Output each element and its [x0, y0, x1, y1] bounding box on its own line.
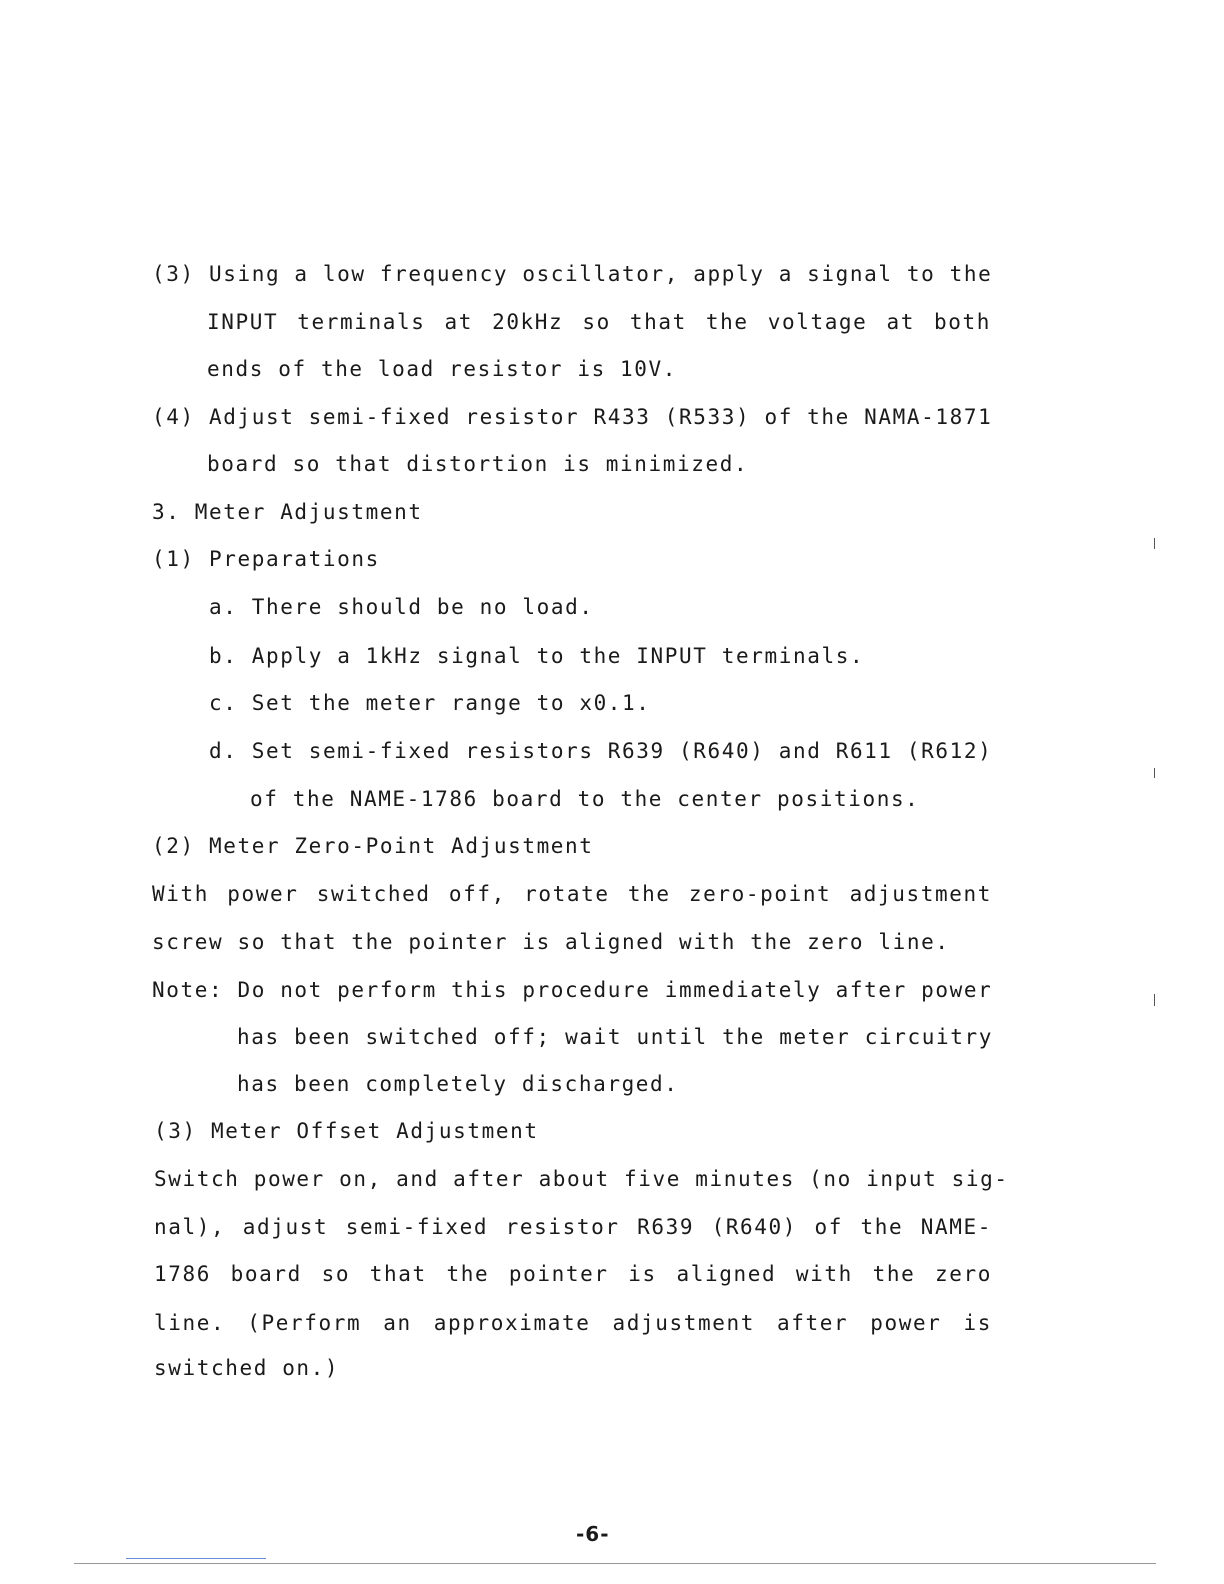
page-number: -6- — [576, 1522, 610, 1546]
subsection-heading: (1) Preparations — [152, 547, 380, 571]
margin-mark — [1154, 994, 1155, 1006]
text-line: INPUT terminals at 20kHz so that the voltage at both — [207, 310, 991, 334]
note-continuation: has been completely discharged. — [237, 1072, 679, 1096]
text-line: Switch power on, and after about five minutes (no input sig- — [154, 1167, 1009, 1191]
list-item-continuation: of the NAME-1786 board to the center positions. — [250, 787, 920, 811]
text-line: screw so that the pointer is aligned with the zero line. — [152, 930, 950, 954]
margin-mark — [1154, 538, 1155, 549]
text-line: With power switched off, rotate the zero-point adjustment — [152, 882, 992, 906]
note-continuation: has been switched off; wait until the meter circuitry — [237, 1025, 993, 1049]
list-item: d. Set semi-fixed resistors R639 (R640) and R611 (R612) — [209, 739, 993, 763]
margin-mark — [1154, 768, 1155, 778]
text-line: 1786 board so that the pointer is aligned with the zero — [154, 1262, 992, 1286]
note-line: Note: Do not perform this procedure immediately after power — [152, 978, 993, 1002]
text-line: switched on.) — [154, 1356, 340, 1380]
bottom-rule — [74, 1563, 1156, 1564]
text-line: (3) Using a low frequency oscillator, apply a signal to the — [152, 262, 993, 286]
list-item: b. Apply a 1kHz signal to the INPUT terminals. — [209, 644, 865, 668]
text-line: line. (Perform an approximate adjustment after power is — [154, 1311, 992, 1335]
text-line: ends of the load resistor is 10V. — [207, 357, 678, 381]
subsection-heading: (3) Meter Offset Adjustment — [154, 1119, 539, 1143]
subsection-heading: (2) Meter Zero-Point Adjustment — [152, 834, 594, 858]
list-item: c. Set the meter range to x0.1. — [209, 691, 651, 715]
section-heading: 3. Meter Adjustment — [152, 500, 423, 524]
list-item: a. There should be no load. — [209, 595, 594, 619]
text-line: (4) Adjust semi-fixed resistor R433 (R533) of the NAMA-1871 — [152, 405, 993, 429]
text-line: nal), adjust semi-fixed resistor R639 (R640) of the NAME- — [154, 1215, 992, 1239]
bottom-rule-accent — [126, 1558, 266, 1559]
text-line: board so that distortion is minimized. — [207, 452, 749, 476]
